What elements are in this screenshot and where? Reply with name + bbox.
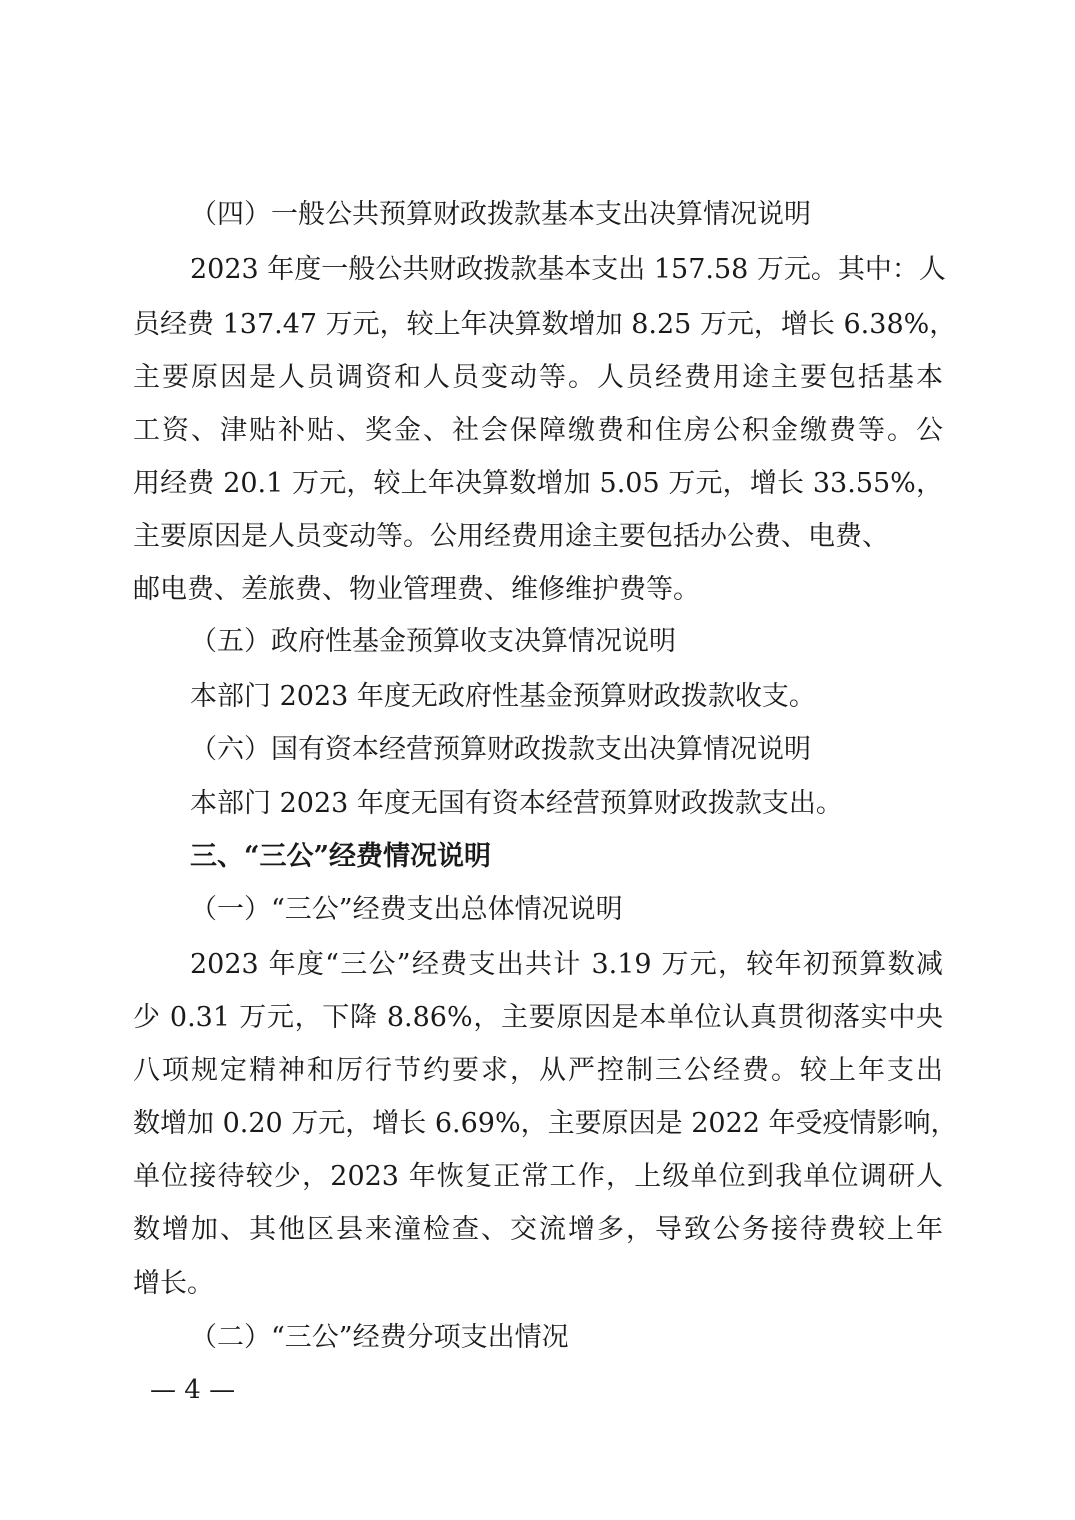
paragraph-line: 主要原因是人员调资和人员变动等。人员经费用途主要包括基本: [133, 362, 943, 393]
part-3-sub-1-heading: （一）“三公”经费支出总体情况说明: [190, 894, 623, 925]
paragraph-line: 主要原因是人员变动等。公用经费用途主要包括办公费、电费、: [133, 521, 889, 552]
paragraph-line: 用经费 20.1 万元，较上年决算数增加 5.05 万元，增长 33.55%，: [133, 468, 943, 499]
page-number: — 4 —: [150, 1375, 236, 1405]
paragraph-line: 八项规定精神和厉行节约要求，从严控制三公经费。较上年支出: [133, 1055, 943, 1086]
part-3-sub-2-heading: （二）“三公”经费分项支出情况: [190, 1322, 569, 1353]
paragraph-line: 增长。: [133, 1268, 214, 1299]
paragraph-line: 2023 年度“三公”经费支出共计 3.19 万元，较年初预算数减: [190, 949, 943, 980]
paragraph-line: 邮电费、差旅费、物业管理费、维修维护费等。: [133, 574, 700, 605]
paragraph-line: 工资、津贴补贴、奖金、社会保障缴费和住房公积金缴费等。公: [133, 415, 943, 446]
paragraph-line: 少 0.31 万元，下降 8.86%，主要原因是本单位认真贯彻落实中央: [133, 1002, 943, 1033]
section-5-body: 本部门 2023 年度无政府性基金预算财政拨款收支。: [190, 681, 816, 712]
part-3-heading: 三、“三公”经费情况说明: [190, 841, 492, 872]
section-6-heading: （六）国有资本经营预算财政拨款支出决算情况说明: [190, 734, 811, 765]
paragraph-line: 单位接待较少，2023 年恢复正常工作，上级单位到我单位调研人: [133, 1161, 943, 1192]
paragraph-line: 数增加、其他区县来潼检查、交流增多，导致公务接待费较上年: [133, 1214, 943, 1245]
paragraph-line: 员经费 137.47 万元，较上年决算数增加 8.25 万元，增长 6.38%，: [133, 309, 957, 340]
section-4-heading: （四）一般公共预算财政拨款基本支出决算情况说明: [190, 199, 811, 230]
section-6-body: 本部门 2023 年度无国有资本经营预算财政拨款支出。: [190, 788, 843, 819]
paragraph-line: 2023 年度一般公共财政拨款基本支出 157.58 万元。其中：人: [190, 254, 946, 285]
section-5-heading: （五）政府性基金预算收支决算情况说明: [190, 626, 676, 657]
paragraph-line: 数增加 0.20 万元，增长 6.69%，主要原因是 2022 年受疫情影响，: [133, 1108, 958, 1139]
